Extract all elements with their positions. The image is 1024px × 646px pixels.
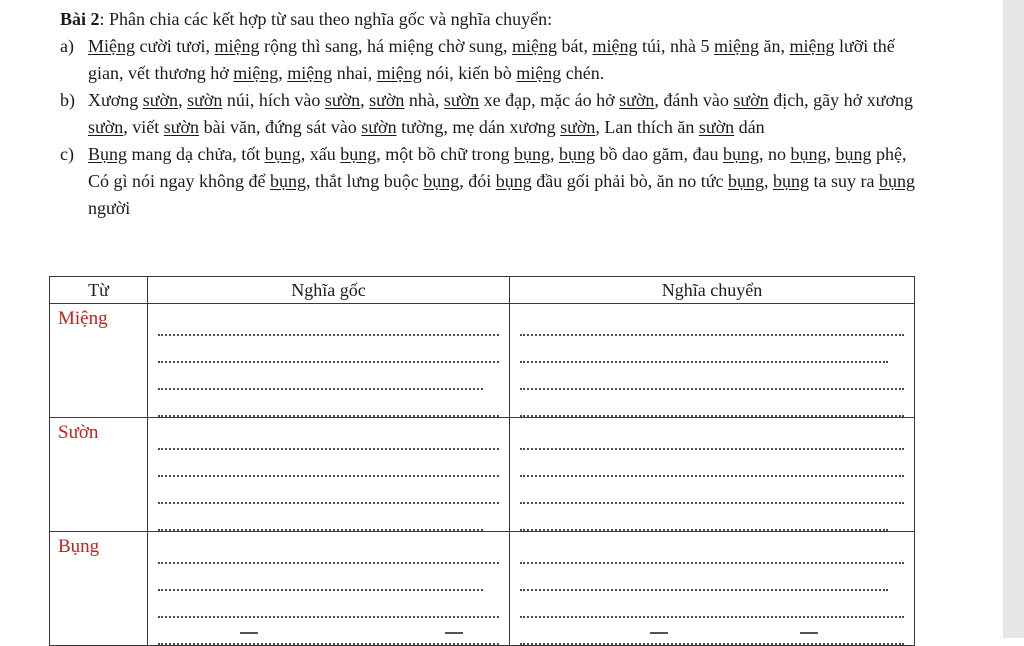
text-fragment: nhai, <box>332 63 377 83</box>
text-fragment: rộng thì sang, há miệng chờ sung, <box>259 36 513 56</box>
answer-line[interactable] <box>158 336 499 363</box>
underlined-keyword: bụng <box>270 171 306 191</box>
next-page-edge <box>0 630 1003 638</box>
text-fragment: chén. <box>561 63 605 83</box>
exercise-text <box>60 6 920 222</box>
underlined-keyword: miệng <box>214 36 260 56</box>
word-label: Miệng <box>58 308 108 329</box>
text-fragment: nói, kiến bò <box>421 63 517 83</box>
answer-line[interactable] <box>520 564 888 591</box>
exercise-number: Bài 2 <box>60 9 100 29</box>
underlined-keyword: sườn <box>560 117 596 137</box>
text-fragment: , <box>826 144 836 164</box>
classification-table <box>49 276 915 646</box>
text-fragment: phệ, Có gì nói ngay không để <box>88 144 907 191</box>
part-c <box>60 141 920 222</box>
table-row <box>50 532 915 646</box>
text-fragment: tường, mẹ dán xương <box>396 117 561 137</box>
text-fragment: ăn, <box>759 36 790 56</box>
text-fragment: Xương <box>88 90 143 110</box>
underlined-keyword: bụng <box>558 144 595 164</box>
answer-line[interactable] <box>158 477 499 504</box>
text-fragment: bài văn, đứng sát vào <box>199 117 362 137</box>
underlined-keyword: sườn <box>733 90 769 110</box>
header-original-meaning: Nghĩa gốc <box>148 277 510 304</box>
figurative-meaning-answer[interactable] <box>510 304 915 418</box>
answer-line[interactable] <box>520 390 904 417</box>
window-gutter <box>1003 0 1024 638</box>
word-cell <box>50 418 148 532</box>
edge-mark <box>240 632 258 634</box>
underlined-keyword: miệng <box>516 63 562 83</box>
word-cell <box>50 532 148 646</box>
underlined-keyword: bụng <box>727 171 764 191</box>
answer-line[interactable] <box>158 504 483 531</box>
underlined-keyword: sườn <box>324 90 361 110</box>
underlined-keyword: sườn <box>163 117 200 137</box>
underlined-keyword: sườn <box>369 90 405 110</box>
underlined-keyword: sườn <box>443 90 480 110</box>
header-figurative-meaning: Nghĩa chuyển <box>510 277 915 304</box>
part-a <box>60 33 920 87</box>
original-meaning-answer[interactable] <box>148 532 510 646</box>
text-fragment: ta suy ra <box>808 171 879 191</box>
underlined-keyword: miệng <box>233 63 279 83</box>
answer-line[interactable] <box>158 363 483 390</box>
answer-line[interactable] <box>520 504 888 531</box>
underlined-keyword: miệng <box>789 36 835 56</box>
text-fragment: , no <box>758 144 791 164</box>
figurative-meaning-answer[interactable] <box>510 532 915 646</box>
word-label: Sườn <box>58 422 99 443</box>
underlined-keyword: bụng <box>495 171 532 191</box>
underlined-keyword: sườn <box>361 117 397 137</box>
part-marker: b) <box>60 90 75 110</box>
underlined-keyword: miệng <box>714 36 760 56</box>
text-fragment: , <box>178 90 188 110</box>
original-meaning-answer[interactable] <box>148 418 510 532</box>
answer-line[interactable] <box>158 564 483 591</box>
part-marker: c) <box>60 144 74 164</box>
answer-line[interactable] <box>520 450 904 477</box>
answer-line[interactable] <box>520 423 904 450</box>
underlined-keyword: sườn <box>88 117 124 137</box>
text-fragment: lưỡi thế gian, vết thương hở <box>88 36 895 83</box>
text-fragment: người <box>88 198 131 218</box>
edge-mark <box>650 632 668 634</box>
underlined-keyword: bụng <box>835 144 872 164</box>
underlined-keyword: sườn <box>142 90 179 110</box>
part-a-text <box>88 36 895 83</box>
underlined-keyword: sườn <box>698 117 735 137</box>
underlined-keyword: miệng <box>376 63 422 83</box>
text-fragment: bồ dao găm, đau <box>594 144 723 164</box>
text-fragment: dán <box>734 117 765 137</box>
answer-line[interactable] <box>520 477 904 504</box>
text-fragment: mang dạ chửa, tốt <box>127 144 265 164</box>
part-marker: a) <box>60 36 74 56</box>
underlined-keyword: Miệng <box>88 36 135 56</box>
text-fragment: , đánh vào <box>654 90 734 110</box>
underlined-keyword: bụng <box>878 171 915 191</box>
text-fragment: cười tươi, <box>135 36 215 56</box>
edge-mark <box>445 632 463 634</box>
underlined-keyword: Bụng <box>88 144 128 164</box>
underlined-keyword: bụng <box>722 144 759 164</box>
text-fragment: địch, gãy hở xương <box>768 90 913 110</box>
table-header-row <box>50 277 915 304</box>
text-fragment: nhà, <box>404 90 444 110</box>
text-fragment: xe đạp, mặc áo hở <box>479 90 620 110</box>
figurative-meaning-answer[interactable] <box>510 418 915 532</box>
header-word: Từ <box>50 277 148 304</box>
answer-line[interactable] <box>520 537 904 564</box>
underlined-keyword: miệng <box>287 63 333 83</box>
answer-line[interactable] <box>520 363 904 390</box>
answer-line[interactable] <box>158 423 499 450</box>
answer-line[interactable] <box>158 537 499 564</box>
underlined-keyword: sườn <box>187 90 223 110</box>
word-cell <box>50 304 148 418</box>
text-fragment: đầu gối phải bò, ăn no tức <box>531 171 728 191</box>
part-b <box>60 87 920 141</box>
original-meaning-answer[interactable] <box>148 304 510 418</box>
answer-line[interactable] <box>520 591 904 618</box>
text-fragment: túi, nhà 5 <box>637 36 715 56</box>
underlined-keyword: bụng <box>790 144 827 164</box>
answer-line[interactable] <box>520 309 904 336</box>
exercise-title <box>60 6 920 33</box>
text-fragment: , xấu <box>300 144 341 164</box>
underlined-keyword: miệng <box>592 36 638 56</box>
part-c-text <box>88 144 915 218</box>
text-fragment: , thắt lưng buộc <box>306 171 424 191</box>
text-fragment: bát, <box>557 36 593 56</box>
text-fragment: , <box>549 144 559 164</box>
answer-line[interactable] <box>158 309 499 336</box>
text-fragment: , đói <box>459 171 496 191</box>
answer-line[interactable] <box>158 450 499 477</box>
underlined-keyword: bụng <box>513 144 550 164</box>
table-row <box>50 418 915 532</box>
underlined-keyword: bụng <box>340 144 377 164</box>
table-row <box>50 304 915 418</box>
text-fragment: , một bồ chữ trong <box>376 144 514 164</box>
text-fragment: , Lan thích ăn <box>595 117 699 137</box>
word-label: Bụng <box>58 536 100 557</box>
text-fragment: , <box>360 90 370 110</box>
underlined-keyword: miệng <box>512 36 558 56</box>
underlined-keyword: bụng <box>264 144 301 164</box>
exercise-instruction: : Phân chia các kết hợp từ sau theo nghĩa gốc và nghĩa chuyển: <box>99 9 553 29</box>
answer-line[interactable] <box>158 591 499 618</box>
underlined-keyword: bụng <box>423 171 460 191</box>
edge-mark <box>800 632 818 634</box>
answer-line[interactable] <box>158 390 499 417</box>
underlined-keyword: bụng <box>772 171 809 191</box>
text-fragment: núi, hích vào <box>222 90 325 110</box>
answer-line[interactable] <box>520 336 888 363</box>
underlined-keyword: sườn <box>619 90 655 110</box>
text-fragment: , <box>278 63 288 83</box>
text-fragment: , <box>763 171 773 191</box>
text-fragment: , viết <box>123 117 164 137</box>
part-b-text <box>88 90 913 137</box>
